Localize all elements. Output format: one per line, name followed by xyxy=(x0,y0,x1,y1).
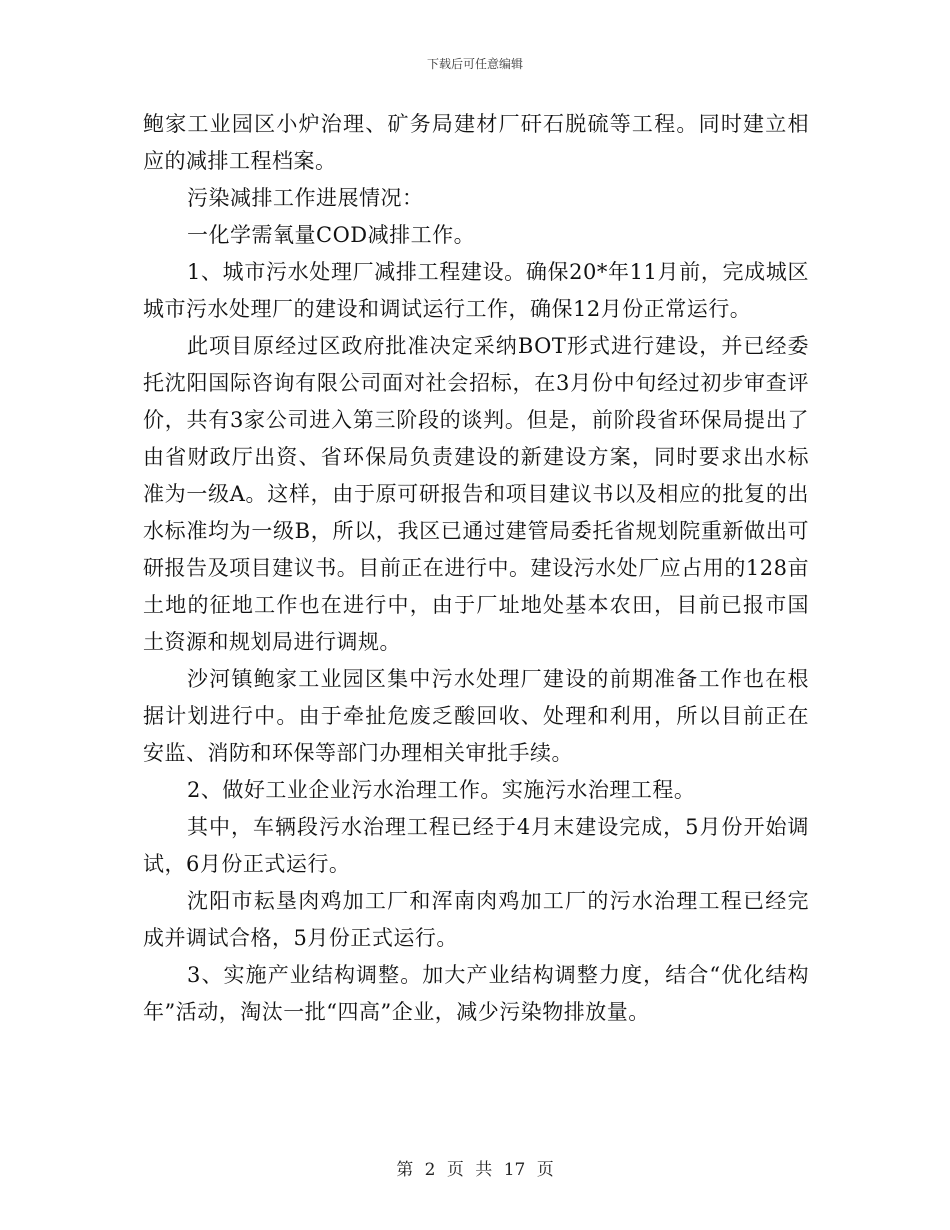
paragraph-5: 此项目原经过区政府批准决定采纳BOT形式进行建设，并已经委托沈阳国际咨询有限公司面对社会招标，在3月份中旬经过初步审查评价，共有3家公司进入第三阶段的谈判。但是，前阶段省环保局提出了由省财政厅出资、省环保局负责建设的新建设方案，同时要求出水标准为一级A。这样，由于原可研报告和项目建议书以及相应的批复的出水标准均为一级B，所以，我区已通过建管局委托省规划院重新做出可研报告及项目建议书。目前正在进行中。建设污水处厂应占用的128亩土地的征地工作也在进行中，由于厂址地处基本农田，目前已报市国土资源和规划局进行调规。 xyxy=(143,334,809,654)
paragraph-10: 3、实施产业结构调整。加大产业结构调整力度，结合“优化结构年”活动，淘汰一批“四高”企业，减少污染物排放量。 xyxy=(143,963,809,1024)
header-note: 下载后可任意编辑 xyxy=(426,57,523,71)
paragraph-2: 污染减排工作进展情况： xyxy=(187,186,424,210)
paragraph-1: 鲍家工业园区小炉治理、矿务局建材厂矸石脱硫等工程。同时建立相应的减排工程档案。 xyxy=(143,112,809,173)
paragraph-8: 其中，车辆段污水治理工程已经于4月末建设完成，5月份开始调试，6月份正式运行。 xyxy=(143,815,809,876)
paragraph-3: 一化学需氧量COD减排工作。 xyxy=(187,223,476,247)
paragraph-7: 2、做好工业企业污水治理工作。实施污水治理工程。 xyxy=(187,778,696,802)
page-number: 第 2 页 共 17 页 xyxy=(396,1160,554,1180)
paragraph-9: 沈阳市耘垦肉鸡加工厂和浑南肉鸡加工厂的污水治理工程已经完成并调试合格，5月份正式运行。 xyxy=(143,889,809,950)
paragraph-4: 1、城市污水处理厂减排工程建设。确保20*年11月前，完成城区城市污水处理厂的建设和调试运行工作，确保12月份正常运行。 xyxy=(143,260,809,321)
document-body xyxy=(143,106,809,1031)
paragraph-6: 沙河镇鲍家工业园区集中污水处理厂建设的前期准备工作也在根据计划进行中。由于牵扯危废乏酸回收、处理和利用，所以目前正在安监、消防和环保等部门办理相关审批手续。 xyxy=(143,667,809,765)
